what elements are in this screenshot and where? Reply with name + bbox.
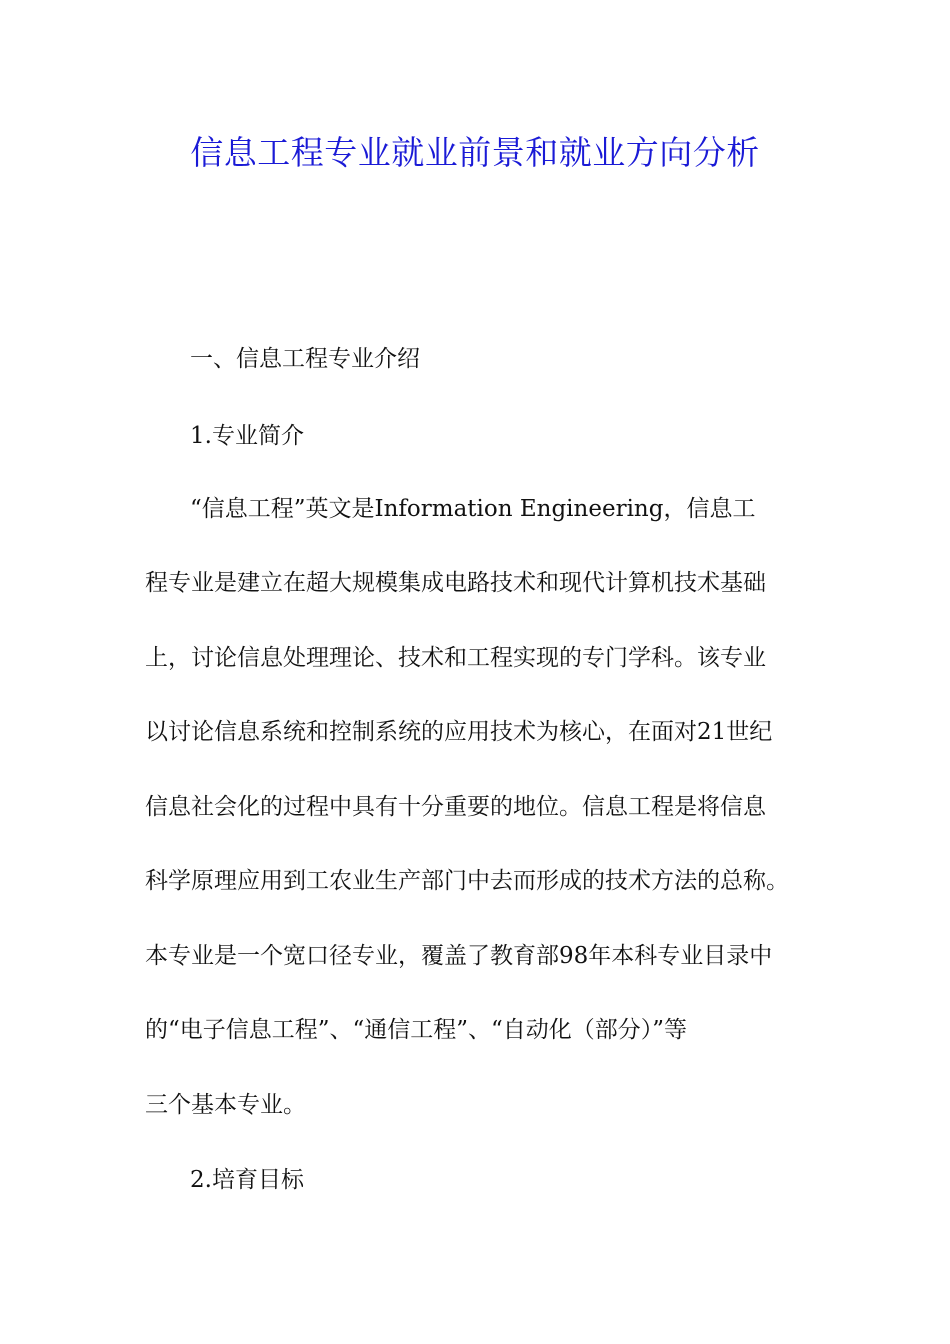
paragraph-line: 科学原理应用到工农业生产部门中去而形成的技术方法的总称。 bbox=[145, 868, 789, 894]
section-heading: 一、信息工程专业介绍 bbox=[190, 346, 420, 372]
subsection-heading: 1.专业简介 bbox=[190, 423, 304, 449]
subsection-heading: 2.培育目标 bbox=[190, 1167, 304, 1193]
paragraph-line: 本专业是一个宽口径专业，覆盖了教育部98年本科专业目录中 bbox=[145, 943, 773, 969]
paragraph-line: 程专业是建立在超大规模集成电路技术和现代计算机技术基础 bbox=[145, 570, 766, 596]
paragraph-line: 信息社会化的过程中具有十分重要的地位。信息工程是将信息 bbox=[145, 794, 766, 820]
paragraph-line: “信息工程”英文是Information Engineering，信息工 bbox=[190, 496, 756, 522]
paragraph-line: 以讨论信息系统和控制系统的应用技术为核心，在面对21世纪 bbox=[145, 719, 773, 745]
document-title: 信息工程专业就业前景和就业方向分析 bbox=[190, 133, 760, 172]
paragraph-line: 的“电子信息工程”、“通信工程”、“自动化（部分）”等 bbox=[145, 1017, 688, 1043]
paragraph-line: 三个基本专业。 bbox=[145, 1092, 306, 1118]
paragraph-line: 上，讨论信息处理理论、技术和工程实现的专门学科。该专业 bbox=[145, 645, 766, 671]
